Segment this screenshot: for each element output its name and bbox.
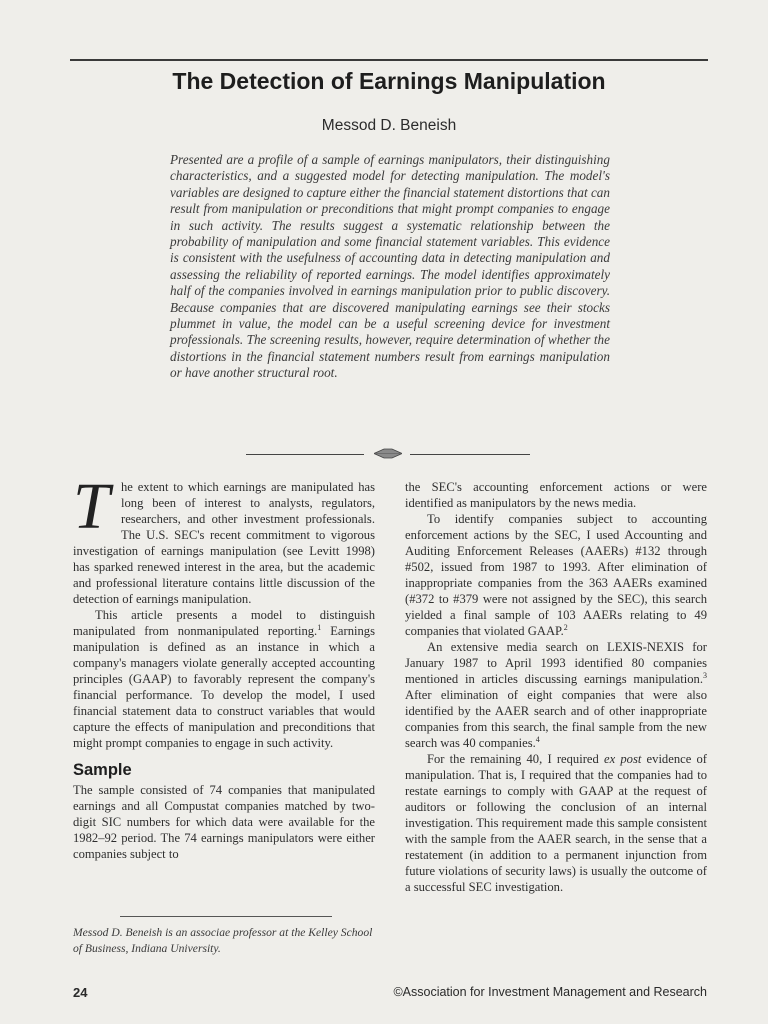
left-column — [73, 470, 375, 862]
paragraph-aaer-text: To identify companies subject to accounting enforcement actions by the SEC, I used Accounting and Auditing Enforcement Releases (AAERs) #132 through #502, issued from 1987 to 1993. After elimination of inappropriate companies from the 363 AAERs examined (#372 to #379 were not assigned by the SEC), this search yielded a final sample of 103 AAERs relating to 49 companies that violated GAAP. — [405, 512, 707, 638]
copyright-notice: ©Association for Investment Management and Research — [393, 985, 707, 999]
diamond-ornament-icon — [374, 448, 402, 459]
paragraph-media — [405, 639, 707, 751]
footnote-ref-4: 4 — [535, 734, 540, 744]
footnote-ref-2: 2 — [563, 622, 568, 632]
article-abstract: Presented are a profile of a sample of earnings manipulators, their distinguishing characteristics, and a suggested model for detecting manipulation. The model's variables are designed to capture either the financial statement distortions that can result from manipulation or preconditions that might prompt companies to engage in such activity. The results suggest a systematic relationship between the probability of manipulation and some financial statement variables. This evidence is consistent with the usefulness of accounting data in detecting manipulation and assessing the reliability of reported earnings. The model identifies approximately half of the companies involved in earnings manipulation prior to public discovery. Because companies that are discovered manipulating earnings see their stocks plummet in value, the model can be a useful screening device for investment professionals. The screening results, however, require determination of whether the distortions in the financial statement numbers result from earnings manipulation or have another structural root. — [170, 152, 610, 381]
article-title: The Detection of Earnings Manipulation — [172, 68, 606, 94]
drop-cap: T — [73, 470, 110, 543]
paragraph-media-text: An extensive media search on LEXIS-NEXIS for January 1987 to April 1993 identified 80 companies mentioned in articles discussing earnings manipulation. — [405, 640, 707, 686]
paragraph-model — [73, 607, 375, 751]
footnote-ref-1: 1 — [317, 622, 322, 632]
paragraph-expost-start: For the remaining 40, I required — [427, 752, 604, 766]
paragraph-expost-italic: ex post — [603, 752, 642, 766]
paragraph-expost-rest: evidence of manipulation. That is, I required that the companies had to restate earnings to comply with GAAP at the request of auditors or following the conclusion of an internal investigation. This requirement made this sample consistent with the sample from the AAER search, in the sense that a restatement (in addition to a permanent injunction from future violations of security laws) is usually the outcome of a successful SEC investigation. — [405, 752, 707, 894]
paragraph-expost — [405, 751, 707, 895]
intro-paragraph — [73, 470, 375, 607]
section-divider — [246, 446, 530, 462]
divider-line-right — [410, 454, 530, 455]
paragraph-sample: The sample consisted of 74 companies that manipulated earnings and all Compustat companies matched by two-digit SIC numbers for which data were available for the 1982–92 period. The 74 earnings manipulators were either companies subject to — [73, 783, 375, 861]
intro-text: he extent to which earnings are manipulated has long been of interest to analysts, regulators, researchers, and other investment professionals. The U.S. SEC's recent commitment to vigorous investigation of earnings manipulation (see Levitt 1998) has sparked renewed interest in the area, but the academic and professional literature contains little discussion of the detection of earnings manipulation. — [73, 480, 375, 606]
top-rule — [70, 59, 708, 61]
paragraph-model-text: This article presents a model to distinguish manipulated from nonmanipulated reporting. — [73, 608, 375, 638]
divider-line-left — [246, 454, 364, 455]
article-author: Messod D. Beneish — [321, 117, 457, 134]
footnote-ref-3: 3 — [703, 670, 707, 680]
section-heading-sample: Sample — [73, 761, 132, 779]
paragraph-media-rest: After elimination of eight companies that were also identified by the AAER search and of other inappropriate companies from this search, the final sample from the new search was 40 companies. — [405, 688, 707, 750]
paragraph-aaer — [405, 511, 707, 639]
footnote-rule — [120, 916, 332, 917]
right-column — [405, 479, 707, 895]
paragraph-sec: the SEC's accounting enforcement actions or were identified as manipulators by the news media. — [405, 480, 707, 510]
paragraph-model-rest: Earnings manipulation is defined as an instance in which a company's managers violate generally accepted accounting principles (GAAP) to favorably represent the company's financial performance. To develop the model, I used financial statement data to construct variables that would capture the effects of manipulation and preconditions that might prompt companies to engage in such activity. — [73, 624, 375, 750]
author-footnote: Messod D. Beneish is an associae professor at the Kelley School of Business, Indiana University. — [73, 926, 373, 955]
page-number: 24 — [73, 985, 88, 1000]
